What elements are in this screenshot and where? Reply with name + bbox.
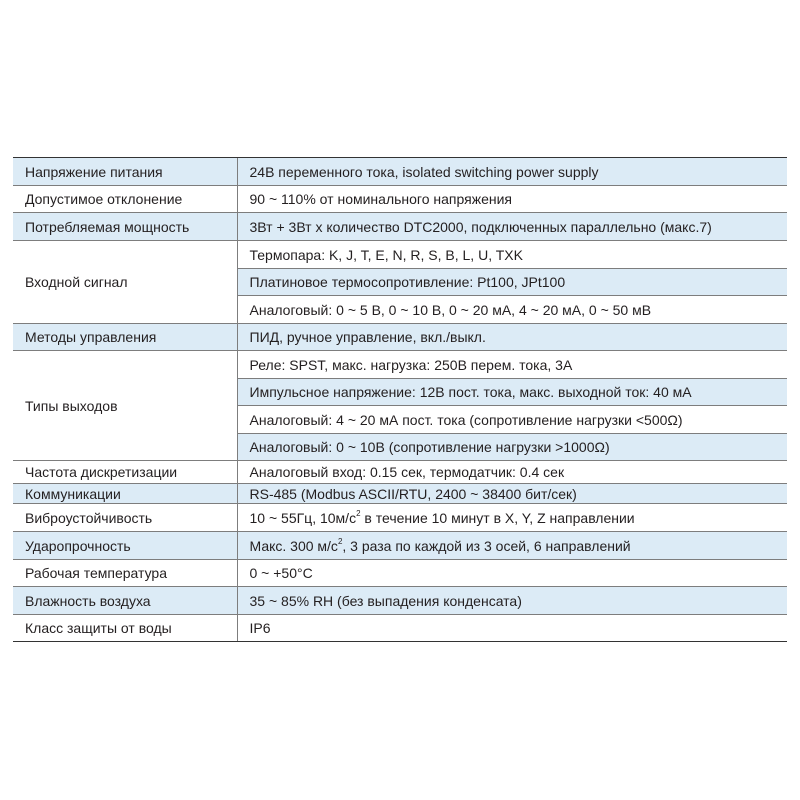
- param-label: Напряжение питания: [13, 158, 237, 186]
- param-value: Аналоговый: 0 ~ 10В (сопротивление нагрузки >1000Ω): [237, 434, 787, 461]
- param-value: 0 ~ +50°C: [237, 560, 787, 587]
- param-value: 24В переменного тока, isolated switching power supply: [237, 158, 787, 186]
- param-value: Термопара: K, J, T, E, N, R, S, B, L, U, TXK: [237, 241, 787, 269]
- param-label: Типы выходов: [13, 351, 237, 461]
- table-row: [13, 587, 787, 615]
- table-row: [13, 532, 787, 560]
- param-label: Класс защиты от воды: [13, 615, 237, 642]
- value-text: 10 ~ 55Гц, 10м/с: [249, 509, 357, 526]
- param-label: Коммуникации: [13, 484, 237, 504]
- param-value: Аналоговый: 0 ~ 5 В, 0 ~ 10 В, 0 ~ 20 мА, 4 ~ 20 мА, 0 ~ 50 мВ: [237, 296, 787, 324]
- param-value: Аналоговый: 4 ~ 20 мА пост. тока (сопротивление нагрузки <500Ω): [237, 406, 787, 434]
- table-row: [13, 351, 787, 379]
- param-label: Потребляемая мощность: [13, 213, 237, 241]
- table-row: [13, 484, 787, 504]
- param-value: Реле: SPST, макс. нагрузка: 250В перем. тока, 3А: [237, 351, 787, 379]
- param-value: [237, 532, 787, 560]
- param-value: IP6: [237, 615, 787, 642]
- param-value: 90 ~ 110% от номинального напряжения: [237, 186, 787, 213]
- spec-table: [13, 157, 787, 642]
- table-row: [13, 158, 787, 186]
- table-row: [13, 241, 787, 269]
- value-text: Макс. 300 м/с: [249, 537, 338, 554]
- param-value: Платиновое термосопротивление: Pt100, JPt100: [237, 269, 787, 296]
- param-value: Импульсное напряжение: 12В пост. тока, макс. выходной ток: 40 мА: [237, 379, 787, 406]
- table-row: [13, 213, 787, 241]
- table-row: [13, 461, 787, 484]
- param-value: 3Вт + 3Вт x количество DTC2000, подключенных параллельно (макс.7): [237, 213, 787, 241]
- param-label: Рабочая температура: [13, 560, 237, 587]
- param-label: Влажность воздуха: [13, 587, 237, 615]
- param-label: Ударопрочность: [13, 532, 237, 560]
- param-value: ПИД, ручное управление, вкл./выкл.: [237, 324, 787, 351]
- param-label: Виброустойчивость: [13, 504, 237, 532]
- param-value: [237, 504, 787, 532]
- param-value: Аналоговый вход: 0.15 сек, термодатчик: 0.4 сек: [237, 461, 787, 484]
- value-text: в течение 10 минут в X, Y, Z направлении: [360, 509, 635, 526]
- table-row: [13, 186, 787, 213]
- param-value: 35 ~ 85% RH (без выпадения конденсата): [237, 587, 787, 615]
- superscript: 2: [356, 508, 361, 518]
- param-label: Допустимое отклонение: [13, 186, 237, 213]
- value-text: , 3 раза по каждой из 3 осей, 6 направлений: [342, 537, 631, 554]
- table-row: [13, 504, 787, 532]
- param-label: Методы управления: [13, 324, 237, 351]
- table-row: [13, 615, 787, 642]
- param-value: RS-485 (Modbus ASCII/RTU, 2400 ~ 38400 бит/сек): [237, 484, 787, 504]
- param-label: Входной сигнал: [13, 241, 237, 324]
- table-row: [13, 324, 787, 351]
- table-row: [13, 560, 787, 587]
- superscript: 2: [337, 536, 343, 546]
- param-label: Частота дискретизации: [13, 461, 237, 484]
